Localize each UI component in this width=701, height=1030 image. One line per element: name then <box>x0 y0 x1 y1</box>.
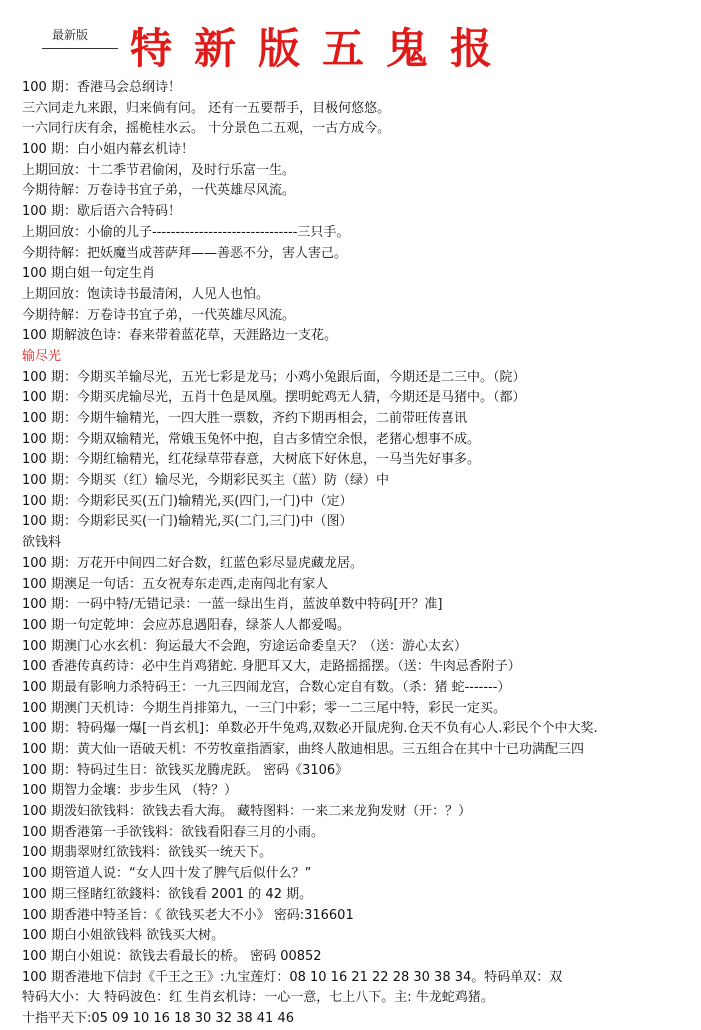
text-line: 100 期三怪睹红欲錢料：欲钱看 2001 的 42 期。 <box>22 886 313 902</box>
text-line: 100 期：今期双输精光，常娥玉兔怀中抱，自古多情空余恨，老猪心想事不成。 <box>22 431 480 447</box>
text-line: 100 期解波色诗：春来带着蓝花草，天涯路边一支花。 <box>22 328 337 344</box>
text-line: 100 期澳足一句话：五女祝寿东走西,走南闯北有家人 <box>22 576 329 592</box>
text-line: 100 期：歇后语六合特码！ <box>22 204 181 220</box>
text-line: 今期待解：把妖魔当成菩萨拜——善恶不分，害人害己。 <box>22 245 348 261</box>
text-line: 今期待解：万卷诗书宜子弟，一代英雄尽风流。 <box>22 307 296 323</box>
text-line: 100 香港传真药诗：必中生肖鸡猪蛇. 身肥耳又大，走路摇摇摆。（送：牛肉忌香附子） <box>22 659 521 675</box>
text-line: 100 期：今期买（红）输尽光，今期彩民买主（蓝）防（绿）中 <box>22 473 389 489</box>
text-line: 上期回放：饱读诗书最清闲，人见人也怕。 <box>22 286 270 302</box>
text-line: 100 期一句定乾坤：会应苏息遇阳春，绿茶人人都爱喝。 <box>22 617 350 633</box>
text-line: 100 期白小姐说：欲钱去看最长的桥。 密码 00852 <box>22 948 322 964</box>
text-line: 100 期：香港马会总纲诗！ <box>22 80 181 95</box>
edition-label: 最新版 <box>52 28 89 42</box>
page-title: 特新版五鬼报 <box>130 24 515 73</box>
text-line: 今期待解：万卷诗书宜子弟，一代英雄尽风流。 <box>22 183 296 199</box>
text-line: 100 期：白小姐内幕玄机诗！ <box>22 142 194 158</box>
text-line: 100 期：特码过生日：欲钱买龙腾虎跃。 密码《3106》 <box>22 762 349 778</box>
text-line: 100 期：今期牛输精光，一四大胜一票数，齐约下期再相会，二前带旺传喜讯 <box>22 411 467 426</box>
text-line: 上期回放：小偷的儿子-------------------------------三只手。 <box>22 224 350 240</box>
text-line: 100 期：今期彩民买(一门)输精光,买(二门,三门)中（图） <box>22 514 353 530</box>
text-line: 100 期：一码中特/无错记录：一蓝一绿出生肖，蓝波单数中特码[开？准] <box>22 597 443 613</box>
text-line: 特码大小：大 特码波色：红 生肖玄机诗：一心一意，七上八下。主: 牛龙蛇鸡猪。 <box>22 990 494 1006</box>
text-line: 100 期：今期买羊输尽光，五光七彩是龙马；小鸡小兔跟后面，今期还是二三中。（院） <box>22 369 526 385</box>
bulletin-body <box>22 78 697 1030</box>
text-line: 100 期香港第一手欲钱料：欲钱看阳春三月的小雨。 <box>22 824 324 840</box>
text-line: 三六同走九来跟，归来倘有问。 还有一五要帮手，目极何悠悠。 <box>22 100 391 116</box>
text-line: 100 期香港地下信封《千王之王》:九宝莲灯：08 10 16 21 22 28 30 38 34。特码单双：双 <box>22 969 563 985</box>
text-line: 100 期最有影响力杀特码王：一九三四闹龙宫，合数心定自有数。（杀：猪 蛇-------） <box>22 679 511 695</box>
text-line: 一六同行庆有余，摇桅桂水云。 十分景色二五观，一古方成今。 <box>22 121 391 137</box>
text-line: 100 期澳门天机诗：今期生肖排第九，一三门中彩；零一二三尾中特，彩民一定买。 <box>22 700 506 716</box>
edition-underline <box>42 48 118 49</box>
text-line: 100 期：今期红输精光，红花绿草带春意，大树底下好休息，一马当先好事多。 <box>22 452 480 468</box>
text-line: 100 期澳门心水玄机：狗运最大不会跑，穷途运命委皇天？（送：游心太玄） <box>22 638 467 654</box>
text-line: 100 期白姐一句定生肖 <box>22 266 155 282</box>
text-line: 100 期香港中特圣旨：《 欲钱买老大不小》 密码:316601 <box>22 907 354 923</box>
section-heading: 输尽光 <box>22 348 62 364</box>
text-line: 欲钱料 <box>22 535 62 551</box>
text-line: 100 期：今期买虎输尽光，五肖十色是凤凰。摆明蛇鸡无人猜，今期还是马猪中。（都） <box>22 390 526 406</box>
text-line: 100 期：黄大仙一语破天机：不劳牧童指酒家，曲终人散迪相思。三五组合在其中十已功满配三四 <box>22 742 584 757</box>
text-line: 100 期：特码爆一爆[一肖玄机]：单数必开牛兔鸡,双数必开鼠虎狗.仓天不负有心人.彩民个个中大奖. <box>22 721 598 737</box>
page-header <box>0 0 701 74</box>
text-line: 十指平天下:05 09 10 16 18 30 32 38 41 46 <box>22 1010 294 1026</box>
text-line: 100 期白小姐欲钱料 欲钱买大树。 <box>22 928 225 944</box>
text-line: 100 期智力金壤：步步生风 （特？） <box>22 783 238 799</box>
text-line: 100 期翡翠财红欲钱料：欲钱买一统天下。 <box>22 845 272 861</box>
text-line: 100 期管道人说：“女人四十发了脾气后似什么？” <box>22 866 312 882</box>
text-line: 100 期：万花开中间四二好合数，红蓝色彩尽显虎藏龙居。 <box>22 555 363 571</box>
text-line: 上期回放：十二季节君偷闲，及时行乐富一生。 <box>22 162 296 178</box>
text-line: 100 期：今期彩民买(五门)输精光,买(四门,一门)中（定） <box>22 493 353 509</box>
text-line: 100 期泼妇欲钱料：欲钱去看大海。 藏特图料：一来二来龙狗发财（开：？） <box>22 804 472 820</box>
